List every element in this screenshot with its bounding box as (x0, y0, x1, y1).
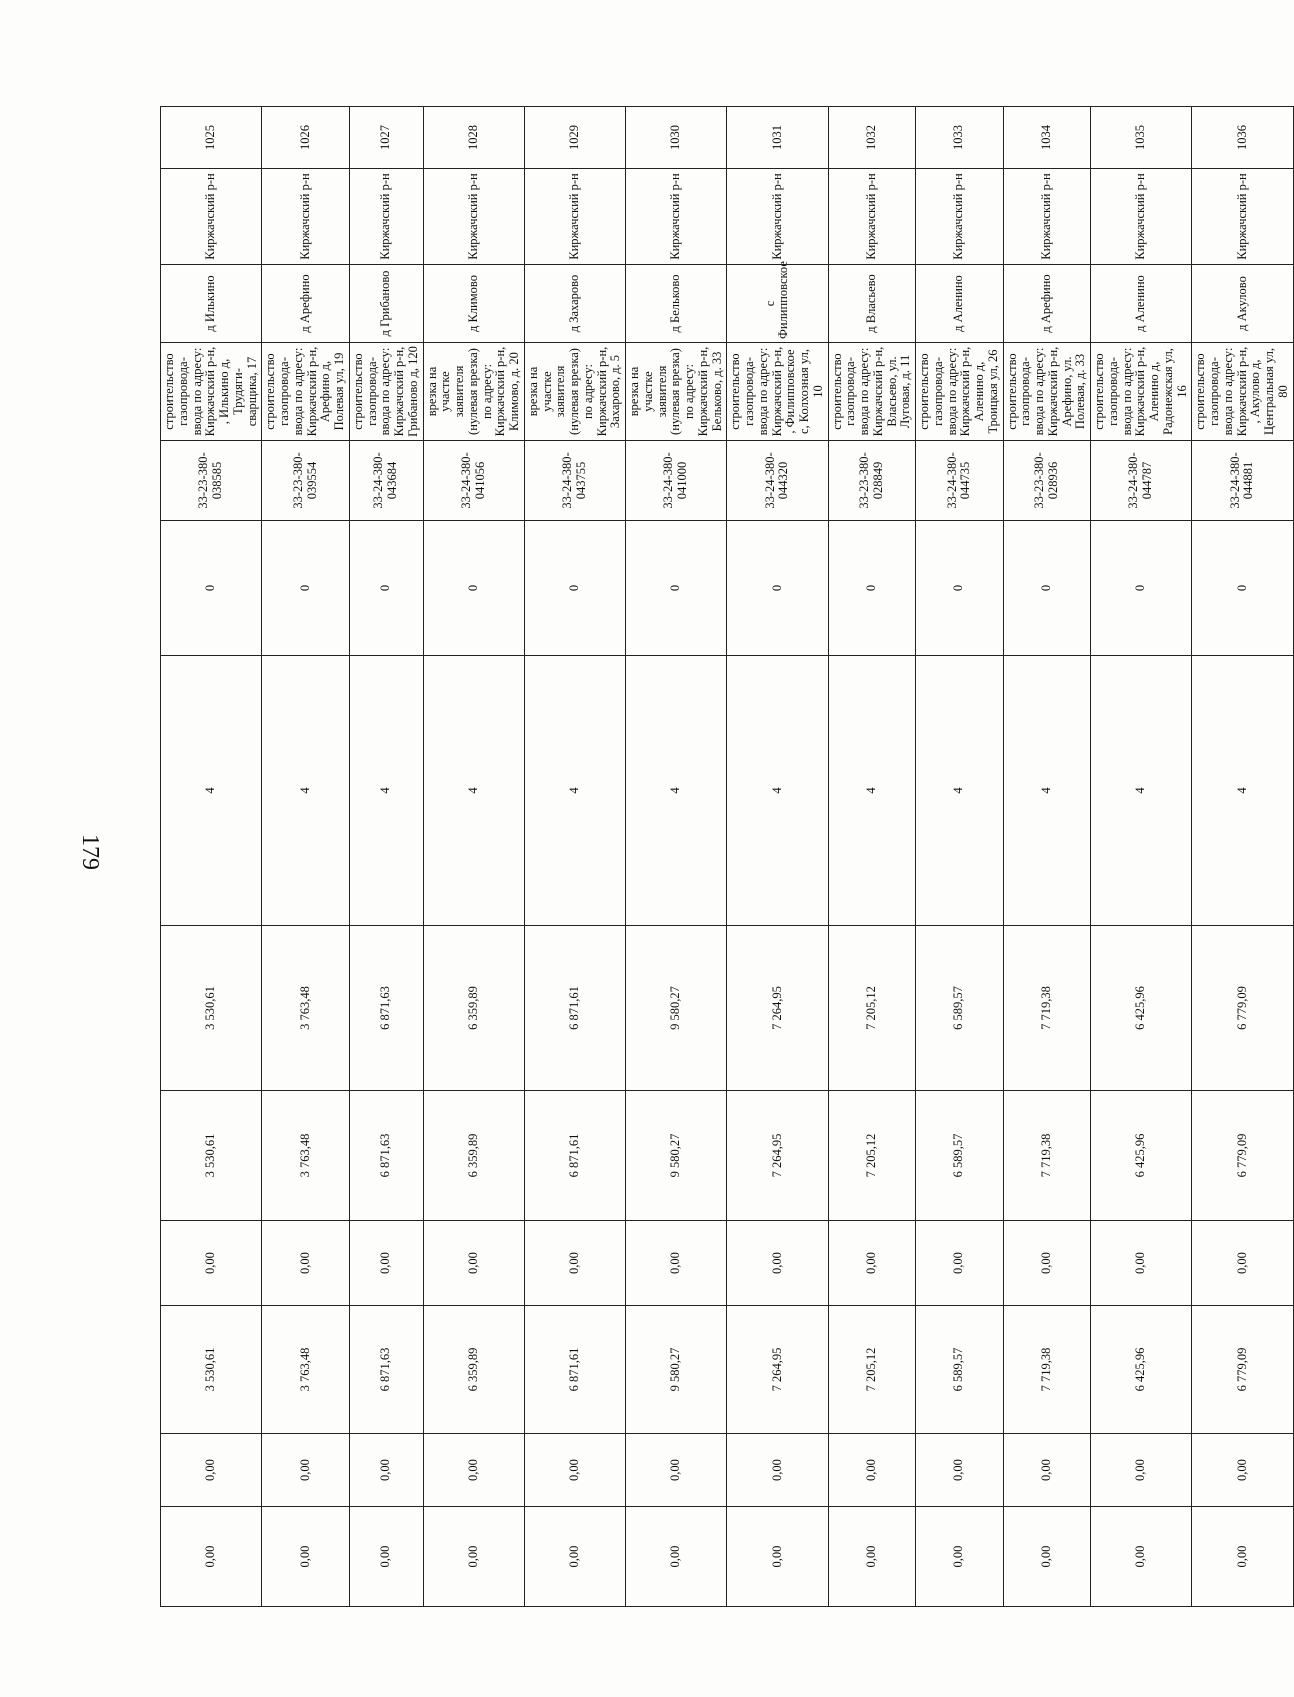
table-row (626, 107, 727, 1607)
cell-value-4: 9 580,27 (626, 1306, 727, 1434)
cell-count-2: 4 (423, 656, 524, 926)
cell-value-6: 0,00 (727, 1507, 828, 1607)
cell-value-6: 0,00 (349, 1507, 423, 1607)
cell-value-2: 6 779,09 (1192, 1091, 1293, 1221)
cell-row-number: 1027 (349, 107, 423, 169)
cell-description: строительство газопровода-ввода по адресу: Киржачский р-н, Арефино д, Полевая ул, 19 (262, 343, 350, 441)
table-row (916, 107, 1004, 1607)
cell-value-4: 7 719,38 (1003, 1306, 1091, 1434)
cell-count-2: 4 (916, 656, 1004, 926)
cell-locality: д Илькино (161, 265, 262, 343)
cell-value-5: 0,00 (349, 1434, 423, 1507)
cell-locality: д Аленино (1091, 265, 1192, 343)
cell-description: врезка на участке заявителя (нулевая врезка) по адресу: Киржачский р-н, Бельково, д. 33 (626, 343, 727, 441)
cell-count-2: 4 (727, 656, 828, 926)
cell-district: Киржачский р-н (1091, 169, 1192, 265)
cell-value-6: 0,00 (1003, 1507, 1091, 1607)
cell-value-2: 7 264,95 (727, 1091, 828, 1221)
cell-value-6: 0,00 (916, 1507, 1004, 1607)
cell-value-4: 7 264,95 (727, 1306, 828, 1434)
cell-count-1: 0 (916, 521, 1004, 656)
cell-district: Киржачский р-н (423, 169, 524, 265)
cell-code: 33-24-380-044735 (916, 441, 1004, 521)
cell-row-number: 1036 (1192, 107, 1293, 169)
table-row (828, 107, 916, 1607)
cell-value-3: 0,00 (727, 1221, 828, 1306)
cell-row-number: 1033 (916, 107, 1004, 169)
cell-value-2: 7 205,12 (828, 1091, 916, 1221)
cell-value-5: 0,00 (262, 1434, 350, 1507)
cell-value-2: 6 359,89 (423, 1091, 524, 1221)
cell-description: строительство газопровода-ввода по адресу: Киржачский р-н, Арефино, ул. Полевая, д. 33 (1003, 343, 1091, 441)
cell-value-3: 0,00 (262, 1221, 350, 1306)
cell-value-6: 0,00 (626, 1507, 727, 1607)
cell-code: 33-24-380-044881 (1192, 441, 1293, 521)
cell-locality: д Акулово (1192, 265, 1293, 343)
cell-description: врезка на участке заявителя (нулевая врезка) по адресу: Киржачский р-н, Захарово, д. 5 (524, 343, 625, 441)
cell-value-4: 6 425,96 (1091, 1306, 1192, 1434)
cell-value-6: 0,00 (1091, 1507, 1192, 1607)
cell-value-4: 3 763,48 (262, 1306, 350, 1434)
table-row (1192, 107, 1293, 1607)
table-row (262, 107, 350, 1607)
cell-locality: д Грибаново (349, 265, 423, 343)
cell-code: 33-23-380-038585 (161, 441, 262, 521)
cell-value-3: 0,00 (524, 1221, 625, 1306)
cell-count-2: 4 (1003, 656, 1091, 926)
cell-code: 33-23-380-028849 (828, 441, 916, 521)
cell-value-5: 0,00 (916, 1434, 1004, 1507)
cell-value-1: 6 425,96 (1091, 926, 1192, 1091)
cell-value-2: 6 871,61 (524, 1091, 625, 1221)
cell-locality: д Бельково (626, 265, 727, 343)
cell-value-2: 7 719,38 (1003, 1091, 1091, 1221)
cell-code: 33-24-380-043755 (524, 441, 625, 521)
cell-value-6: 0,00 (262, 1507, 350, 1607)
cell-district: Киржачский р-н (524, 169, 625, 265)
cell-value-4: 6 871,61 (524, 1306, 625, 1434)
cell-count-2: 4 (828, 656, 916, 926)
cell-district: Киржачский р-н (349, 169, 423, 265)
cell-value-6: 0,00 (423, 1507, 524, 1607)
table-row (524, 107, 625, 1607)
cell-count-2: 4 (524, 656, 625, 926)
cell-row-number: 1028 (423, 107, 524, 169)
cell-district: Киржачский р-н (1003, 169, 1091, 265)
cell-code: 33-23-380-039554 (262, 441, 350, 521)
cell-value-6: 0,00 (524, 1507, 625, 1607)
cell-value-4: 6 871,63 (349, 1306, 423, 1434)
cell-row-number: 1029 (524, 107, 625, 169)
cell-value-1: 7 264,95 (727, 926, 828, 1091)
cell-description: строительство газопровода-ввода по адресу: Киржачский р-н, Аленино д, Троицкая ул, 26 (916, 343, 1004, 441)
cell-value-3: 0,00 (1091, 1221, 1192, 1306)
cell-count-2: 4 (161, 656, 262, 926)
cell-count-1: 0 (1091, 521, 1192, 656)
cell-district: Киржачский р-н (916, 169, 1004, 265)
cell-description: строительство газопровода-ввода по адресу: Киржачский р-н, , Илькино д, Трудяги-сварщика, 17 (161, 343, 262, 441)
cell-row-number: 1035 (1091, 107, 1192, 169)
cell-description: врезка на участке заявителя (нулевая врезка) по адресу: Киржачский р-н, Климово, д. 20 (423, 343, 524, 441)
cell-locality: д Арефино (1003, 265, 1091, 343)
cell-value-5: 0,00 (727, 1434, 828, 1507)
cell-row-number: 1032 (828, 107, 916, 169)
cell-count-1: 0 (1192, 521, 1293, 656)
cell-row-number: 1025 (161, 107, 262, 169)
cell-description: строительство газопровода-ввода по адресу: Киржачский р-н, Власьево, ул. Луговая, д. 11 (828, 343, 916, 441)
cell-description: строительство газопровода-ввода по адресу: Киржачский р-н, Аленино д, Радонежская ул, 16 (1091, 343, 1192, 441)
cell-locality: д Климово (423, 265, 524, 343)
cell-code: 33-24-380-044320 (727, 441, 828, 521)
cell-count-1: 0 (524, 521, 625, 656)
cell-code: 33-24-380-043684 (349, 441, 423, 521)
cell-count-1: 0 (626, 521, 727, 656)
cell-value-4: 6 359,89 (423, 1306, 524, 1434)
cell-code: 33-24-380-041056 (423, 441, 524, 521)
cell-value-1: 9 580,27 (626, 926, 727, 1091)
register-table (160, 106, 1294, 1607)
cell-count-1: 0 (423, 521, 524, 656)
cell-row-number: 1034 (1003, 107, 1091, 169)
cell-description: строительство газопровода-ввода по адресу: Киржачский р-н, , Филипповское с, Колхозная ул, 10 (727, 343, 828, 441)
cell-value-3: 0,00 (1003, 1221, 1091, 1306)
cell-value-2: 3 763,48 (262, 1091, 350, 1221)
cell-count-2: 4 (1091, 656, 1192, 926)
cell-value-3: 0,00 (1192, 1221, 1293, 1306)
cell-value-4: 6 589,57 (916, 1306, 1004, 1434)
cell-value-2: 6 871,63 (349, 1091, 423, 1221)
cell-value-1: 6 589,57 (916, 926, 1004, 1091)
cell-value-4: 3 530,61 (161, 1306, 262, 1434)
table-row (423, 107, 524, 1607)
cell-value-1: 3 763,48 (262, 926, 350, 1091)
cell-code: 33-23-380-028936 (1003, 441, 1091, 521)
cell-value-5: 0,00 (1003, 1434, 1091, 1507)
cell-value-5: 0,00 (626, 1434, 727, 1507)
table-row (161, 107, 262, 1607)
cell-value-1: 6 871,61 (524, 926, 625, 1091)
cell-value-1: 3 530,61 (161, 926, 262, 1091)
cell-district: Киржачский р-н (626, 169, 727, 265)
cell-value-5: 0,00 (1192, 1434, 1293, 1507)
cell-value-5: 0,00 (1091, 1434, 1192, 1507)
cell-value-4: 6 779,09 (1192, 1306, 1293, 1434)
cell-value-2: 3 530,61 (161, 1091, 262, 1221)
cell-value-3: 0,00 (161, 1221, 262, 1306)
cell-value-1: 7 719,38 (1003, 926, 1091, 1091)
cell-value-2: 6 589,57 (916, 1091, 1004, 1221)
table-row (1003, 107, 1091, 1607)
cell-count-2: 4 (626, 656, 727, 926)
cell-value-1: 6 359,89 (423, 926, 524, 1091)
cell-value-5: 0,00 (828, 1434, 916, 1507)
cell-value-6: 0,00 (1192, 1507, 1293, 1607)
cell-count-2: 4 (349, 656, 423, 926)
cell-value-3: 0,00 (626, 1221, 727, 1306)
cell-count-1: 0 (828, 521, 916, 656)
cell-value-5: 0,00 (161, 1434, 262, 1507)
cell-value-5: 0,00 (423, 1434, 524, 1507)
cell-value-3: 0,00 (916, 1221, 1004, 1306)
rotated-table-wrapper (160, 107, 1290, 1607)
cell-value-4: 7 205,12 (828, 1306, 916, 1434)
cell-locality: с Филипповское (727, 265, 828, 343)
cell-value-1: 7 205,12 (828, 926, 916, 1091)
cell-description: строительство газопровода-ввода по адресу: Киржачский р-н, , Акулово д, Центральная ул, 80 (1192, 343, 1293, 441)
cell-count-1: 0 (1003, 521, 1091, 656)
cell-code: 33-24-380-041000 (626, 441, 727, 521)
table-row (727, 107, 828, 1607)
cell-value-2: 9 580,27 (626, 1091, 727, 1221)
cell-value-6: 0,00 (161, 1507, 262, 1607)
cell-count-1: 0 (349, 521, 423, 656)
cell-row-number: 1031 (727, 107, 828, 169)
cell-value-3: 0,00 (423, 1221, 524, 1306)
cell-value-1: 6 779,09 (1192, 926, 1293, 1091)
cell-district: Киржачский р-н (1192, 169, 1293, 265)
cell-value-5: 0,00 (524, 1434, 625, 1507)
cell-locality: д Аленино (916, 265, 1004, 343)
table-row (1091, 107, 1192, 1607)
cell-district: Киржачский р-н (727, 169, 828, 265)
cell-value-6: 0,00 (828, 1507, 916, 1607)
cell-count-1: 0 (727, 521, 828, 656)
cell-code: 33-24-380-044787 (1091, 441, 1192, 521)
table-row (349, 107, 423, 1607)
cell-row-number: 1026 (262, 107, 350, 169)
cell-value-3: 0,00 (828, 1221, 916, 1306)
cell-district: Киржачский р-н (161, 169, 262, 265)
cell-value-2: 6 425,96 (1091, 1091, 1192, 1221)
cell-count-1: 0 (262, 521, 350, 656)
cell-value-1: 6 871,63 (349, 926, 423, 1091)
cell-count-2: 4 (1192, 656, 1293, 926)
cell-count-1: 0 (161, 521, 262, 656)
cell-locality: д Захарово (524, 265, 625, 343)
page-number: 179 (77, 834, 103, 870)
cell-locality: д Арефино (262, 265, 350, 343)
cell-district: Киржачский р-н (828, 169, 916, 265)
cell-row-number: 1030 (626, 107, 727, 169)
cell-locality: д Власьево (828, 265, 916, 343)
cell-value-3: 0,00 (349, 1221, 423, 1306)
cell-count-2: 4 (262, 656, 350, 926)
cell-district: Киржачский р-н (262, 169, 350, 265)
cell-description: строительство газопровода-ввода по адресу: Киржачский р-н, Грибаново д, 120 (349, 343, 423, 441)
